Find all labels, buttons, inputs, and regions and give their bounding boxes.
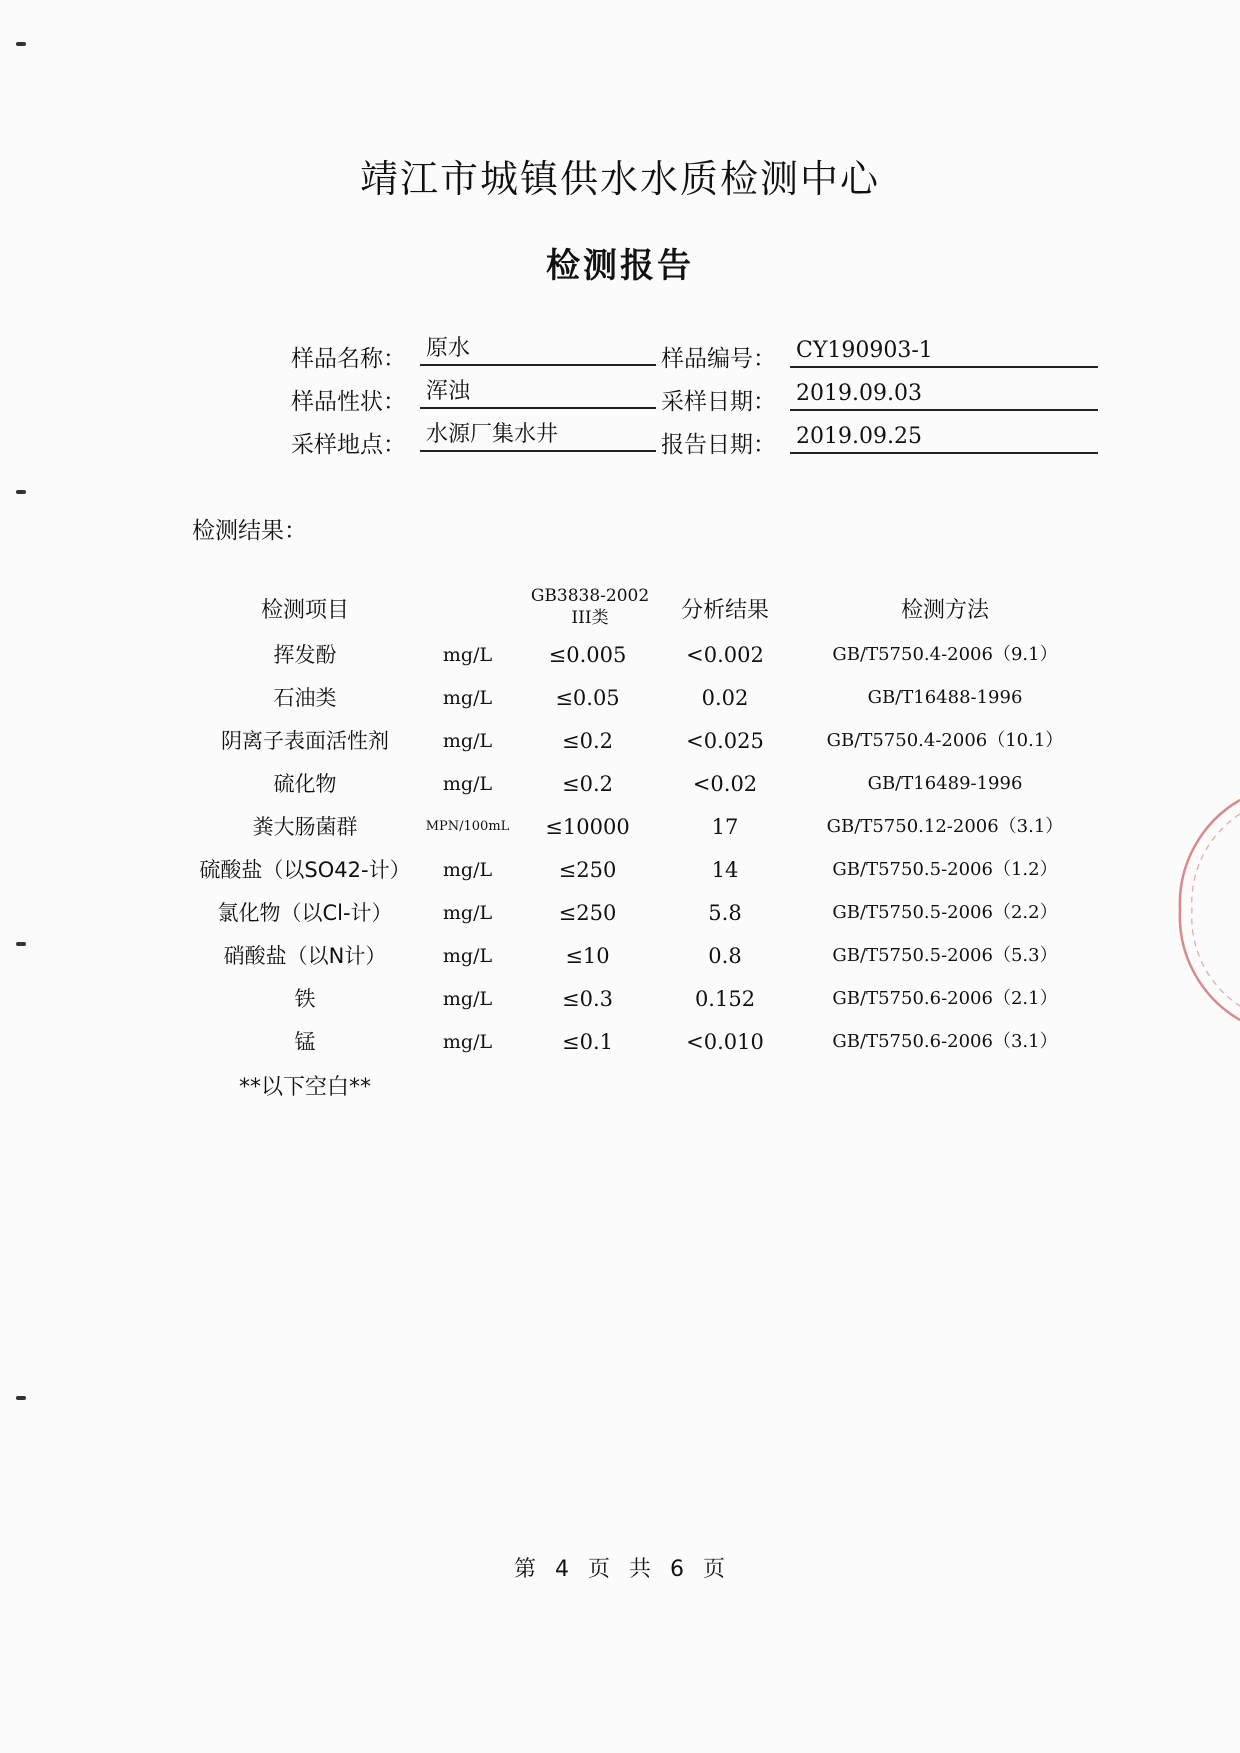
header-standard-line2: III类 bbox=[571, 608, 609, 628]
row-unit: mg/L bbox=[442, 730, 493, 752]
row-unit: MPN/100mL bbox=[425, 819, 510, 834]
scan-mark bbox=[16, 42, 26, 46]
row-item: 石油类 bbox=[273, 686, 337, 710]
sampling-date-value: 2019.09.03 bbox=[790, 379, 1098, 411]
table-row bbox=[0, 767, 1240, 810]
blank-note: **以下空白** bbox=[238, 1075, 371, 1100]
row-result: 14 bbox=[711, 858, 739, 882]
row-method: GB/T5750.4-2006（10.1） bbox=[826, 730, 1064, 751]
row-method: GB/T16488-1996 bbox=[867, 687, 1023, 708]
footer-mid2: 共 bbox=[629, 1557, 653, 1582]
seal-stamp bbox=[1160, 790, 1240, 1030]
row-unit: mg/L bbox=[442, 1031, 493, 1053]
row-standard: ≤0.05 bbox=[555, 686, 620, 710]
table-row bbox=[0, 853, 1240, 896]
scan-mark bbox=[16, 490, 26, 494]
row-method: GB/T5750.6-2006（3.1） bbox=[832, 1031, 1058, 1052]
scan-mark bbox=[16, 1396, 26, 1400]
row-result: <0.010 bbox=[686, 1030, 764, 1054]
row-result: 0.8 bbox=[708, 944, 742, 968]
report-date-value: 2019.09.25 bbox=[790, 422, 1098, 454]
row-result: 0.152 bbox=[694, 987, 756, 1011]
row-standard: ≤0.2 bbox=[562, 729, 613, 753]
page-footer bbox=[0, 1552, 1240, 1583]
row-standard: ≤10000 bbox=[545, 815, 630, 839]
row-item: 硫酸盐（以SO42-计） bbox=[199, 858, 411, 882]
row-method: GB/T5750.5-2006（2.2） bbox=[832, 902, 1058, 923]
org-title: 靖江市城镇供水水质检测中心 bbox=[359, 157, 880, 201]
table-row bbox=[0, 638, 1240, 681]
row-unit: mg/L bbox=[442, 644, 493, 666]
doc-title: 检测报告 bbox=[546, 246, 694, 286]
row-standard: ≤250 bbox=[558, 858, 617, 882]
table-row bbox=[0, 1025, 1240, 1068]
row-standard: ≤0.1 bbox=[562, 1030, 613, 1054]
row-unit: mg/L bbox=[442, 859, 493, 881]
sample-name-label: 样品名称： bbox=[291, 346, 406, 372]
row-standard: ≤250 bbox=[558, 901, 617, 925]
table-row bbox=[0, 982, 1240, 1025]
row-unit: mg/L bbox=[442, 902, 493, 924]
row-method: GB/T5750.5-2006（1.2） bbox=[832, 859, 1058, 880]
table-row bbox=[0, 681, 1240, 724]
row-method: GB/T5750.12-2006（3.1） bbox=[826, 816, 1064, 837]
footer-total-pages: 6 bbox=[670, 1557, 686, 1582]
footer-prefix: 第 bbox=[513, 1557, 537, 1582]
row-standard: ≤0.3 bbox=[562, 987, 613, 1011]
header-result: 分析结果 bbox=[680, 598, 769, 623]
row-result: 5.8 bbox=[708, 901, 742, 925]
sample-char-value: 浑浊 bbox=[420, 377, 656, 409]
seal-inner-ring bbox=[1192, 814, 1240, 1006]
row-unit: mg/L bbox=[442, 773, 493, 795]
row-standard: ≤0.005 bbox=[548, 643, 627, 667]
row-item: 氯化物（以Cl-计） bbox=[217, 901, 393, 925]
header-standard-line1: GB3838-2002 bbox=[530, 586, 650, 606]
header-method: 检测方法 bbox=[900, 598, 989, 623]
results-section-label: 检测结果： bbox=[192, 518, 307, 544]
footer-suffix: 页 bbox=[703, 1557, 727, 1582]
sampling-place-label: 采样地点： bbox=[291, 432, 406, 458]
seal-ring bbox=[1180, 800, 1240, 1020]
row-item: 粪大肠菌群 bbox=[252, 815, 358, 839]
row-item: 锰 bbox=[294, 1030, 316, 1054]
row-item: 硫化物 bbox=[273, 772, 337, 796]
row-method: GB/T16489-1996 bbox=[867, 773, 1023, 794]
sampling-place-value: 水源厂集水井 bbox=[420, 420, 656, 452]
sample-name-value: 原水 bbox=[420, 334, 656, 366]
sample-char-label: 样品性状： bbox=[291, 389, 406, 415]
header-standard bbox=[510, 585, 670, 629]
row-result: 17 bbox=[711, 815, 739, 839]
row-result: <0.025 bbox=[686, 729, 764, 753]
row-standard: ≤10 bbox=[565, 944, 610, 968]
sample-no-value: CY190903-1 bbox=[790, 336, 1098, 368]
results-table-header bbox=[0, 585, 1240, 645]
row-unit: mg/L bbox=[442, 687, 493, 709]
row-item: 阴离子表面活性剂 bbox=[221, 729, 389, 753]
table-row bbox=[0, 724, 1240, 767]
header-item: 检测项目 bbox=[260, 598, 349, 623]
table-row bbox=[0, 896, 1240, 939]
row-item: 硝酸盐（以N计） bbox=[223, 944, 387, 968]
row-standard: ≤0.2 bbox=[562, 772, 613, 796]
row-result: 0.02 bbox=[701, 686, 749, 710]
table-row bbox=[0, 810, 1240, 853]
row-result: <0.02 bbox=[692, 772, 758, 796]
row-item: 挥发酚 bbox=[273, 643, 337, 667]
row-result: <0.002 bbox=[686, 643, 764, 667]
footer-page-number: 4 bbox=[554, 1557, 570, 1582]
report-date-label: 报告日期： bbox=[661, 432, 776, 458]
sampling-date-label: 采样日期： bbox=[661, 389, 776, 415]
row-method: GB/T5750.5-2006（5.3） bbox=[832, 945, 1058, 966]
row-unit: mg/L bbox=[442, 988, 493, 1010]
sample-no-label: 样品编号： bbox=[661, 346, 776, 372]
table-row bbox=[0, 939, 1240, 982]
footer-mid1: 页 bbox=[587, 1557, 611, 1582]
row-unit: mg/L bbox=[442, 945, 493, 967]
row-method: GB/T5750.4-2006（9.1） bbox=[832, 644, 1058, 665]
row-method: GB/T5750.6-2006（2.1） bbox=[832, 988, 1058, 1009]
row-item: 铁 bbox=[294, 987, 316, 1011]
